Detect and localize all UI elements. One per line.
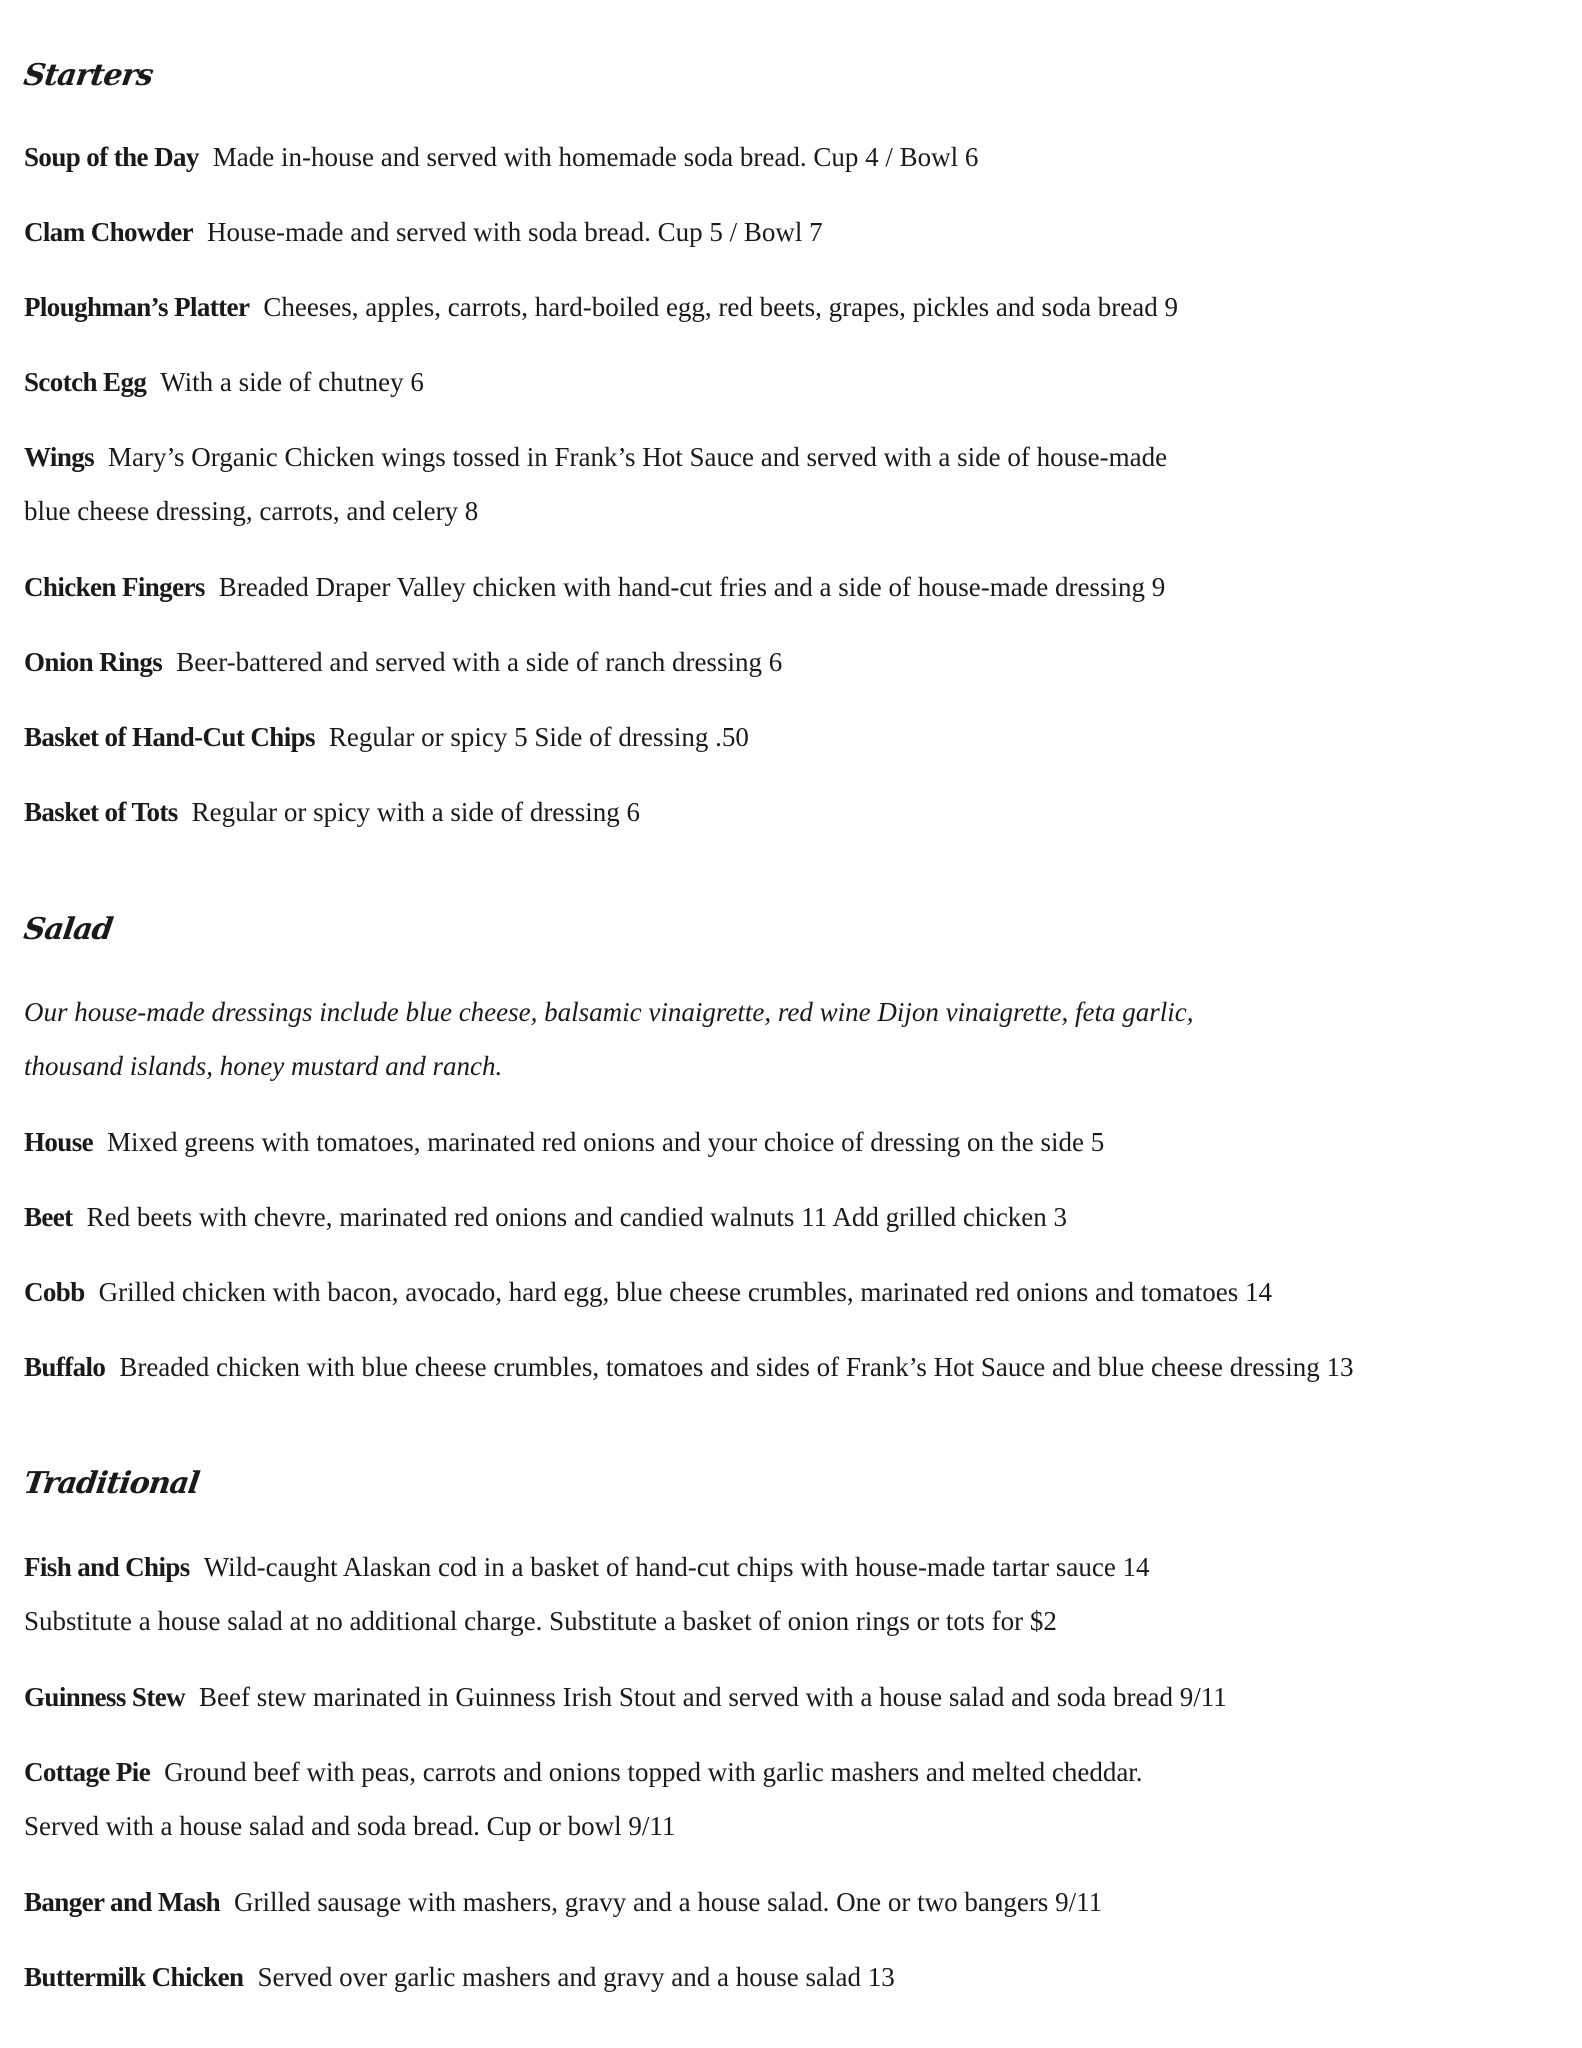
dressings-note <box>24 985 1194 1093</box>
menu-item <box>24 785 640 839</box>
item-name: Cottage Pie <box>24 1757 151 1787</box>
menu-item <box>24 1265 1272 1319</box>
item-desc: Wild-caught Alaskan cod in a basket of hand-cut chips with house-made tartar sauce 14 <box>203 1552 1150 1582</box>
item-name: Beet <box>24 1202 73 1232</box>
item-desc: Mary’s Organic Chicken wings tossed in Frank’s Hot Sauce and served with a side of house-made <box>108 442 1168 472</box>
item-desc: Grilled sausage with mashers, gravy and a house salad. One or two bangers 9/11 <box>234 1887 1103 1917</box>
item-desc: With a side of chutney 6 <box>160 367 424 397</box>
item-name: Buttermilk Chicken <box>24 1962 244 1992</box>
menu-item <box>24 1340 1353 1394</box>
menu-item <box>24 430 1167 538</box>
item-desc: Ground beef with peas, carrots and onions topped with garlic mashers and melted cheddar. <box>164 1757 1143 1787</box>
item-desc: Mixed greens with tomatoes, marinated red onions and your choice of dressing on the side 5 <box>107 1127 1105 1157</box>
item-name: Basket of Hand-Cut Chips <box>24 722 315 752</box>
menu-item <box>24 355 424 409</box>
dressings-note-line: thousand islands, honey mustard and ranch. <box>24 1051 503 1081</box>
item-desc-continued: Served with a house salad and soda bread. Cup or bowl 9/11 <box>24 1811 676 1841</box>
item-name: Buffalo <box>24 1352 106 1382</box>
item-name: Guinness Stew <box>24 1682 185 1712</box>
item-desc-continued: Substitute a house salad at no additional charge. Substitute a basket of onion rings or tots for $2 <box>24 1606 1057 1636</box>
menu-item <box>24 1670 1227 1724</box>
menu-item <box>24 1190 1067 1244</box>
item-desc: Beef stew marinated in Guinness Irish Stout and served with a house salad and soda bread 9/11 <box>199 1682 1227 1712</box>
item-desc-continued: blue cheese dressing, carrots, and celery 8 <box>24 496 479 526</box>
item-name: Soup of the Day <box>24 142 199 172</box>
item-name: Scotch Egg <box>24 367 147 397</box>
item-name: Wings <box>24 442 95 472</box>
menu-item <box>24 1875 1102 1929</box>
menu-item <box>24 130 978 184</box>
item-desc: Breaded Draper Valley chicken with hand-cut fries and a side of house-made dressing 9 <box>218 572 1166 602</box>
item-desc: Served over garlic mashers and gravy and a house salad 13 <box>257 1962 895 1992</box>
item-name: Onion Rings <box>24 647 163 677</box>
menu-item <box>24 1745 1143 1853</box>
item-name: Chicken Fingers <box>24 572 205 602</box>
item-desc: Made in-house and served with homemade soda bread. Cup 4 / Bowl 6 <box>212 142 979 172</box>
menu-item <box>24 710 749 764</box>
item-desc: Regular or spicy 5 Side of dressing .50 <box>328 722 749 752</box>
item-name: Clam Chowder <box>24 217 194 247</box>
section-title-salad: Salad <box>21 912 115 947</box>
item-name: Ploughman’s Platter <box>24 292 250 322</box>
item-desc: Regular or spicy with a side of dressing 6 <box>191 797 641 827</box>
menu-item <box>24 1115 1104 1169</box>
menu-item <box>24 560 1165 614</box>
item-desc: Red beets with chevre, marinated red onions and candied walnuts 11 Add grilled chicken 3 <box>86 1202 1068 1232</box>
menu-item <box>24 1540 1150 1648</box>
section-title-starters: Starters <box>21 58 155 93</box>
item-desc: House-made and served with soda bread. Cup 5 / Bowl 7 <box>207 217 823 247</box>
item-desc: Cheeses, apples, carrots, hard-boiled egg, red beets, grapes, pickles and soda bread 9 <box>263 292 1179 322</box>
menu-item <box>24 280 1178 334</box>
item-desc: Beer-battered and served with a side of ranch dressing 6 <box>176 647 783 677</box>
item-name: Basket of Tots <box>24 797 178 827</box>
dressings-note-line: Our house-made dressings include blue cheese, balsamic vinaigrette, red wine Dijon vinaigrette, feta garlic, <box>24 997 1194 1027</box>
item-name: Cobb <box>24 1277 85 1307</box>
item-name: Fish and Chips <box>24 1552 190 1582</box>
menu-item <box>24 1950 895 2004</box>
menu-item <box>24 635 782 689</box>
item-name: Banger and Mash <box>24 1887 221 1917</box>
item-desc: Grilled chicken with bacon, avocado, hard egg, blue cheese crumbles, marinated red onions and tomatoes 14 <box>98 1277 1272 1307</box>
menu-item <box>24 205 823 259</box>
item-name: House <box>24 1127 94 1157</box>
section-title-traditional: Traditional <box>21 1466 202 1501</box>
item-desc: Breaded chicken with blue cheese crumbles, tomatoes and sides of Frank’s Hot Sauce and blue cheese dressing 13 <box>119 1352 1354 1382</box>
